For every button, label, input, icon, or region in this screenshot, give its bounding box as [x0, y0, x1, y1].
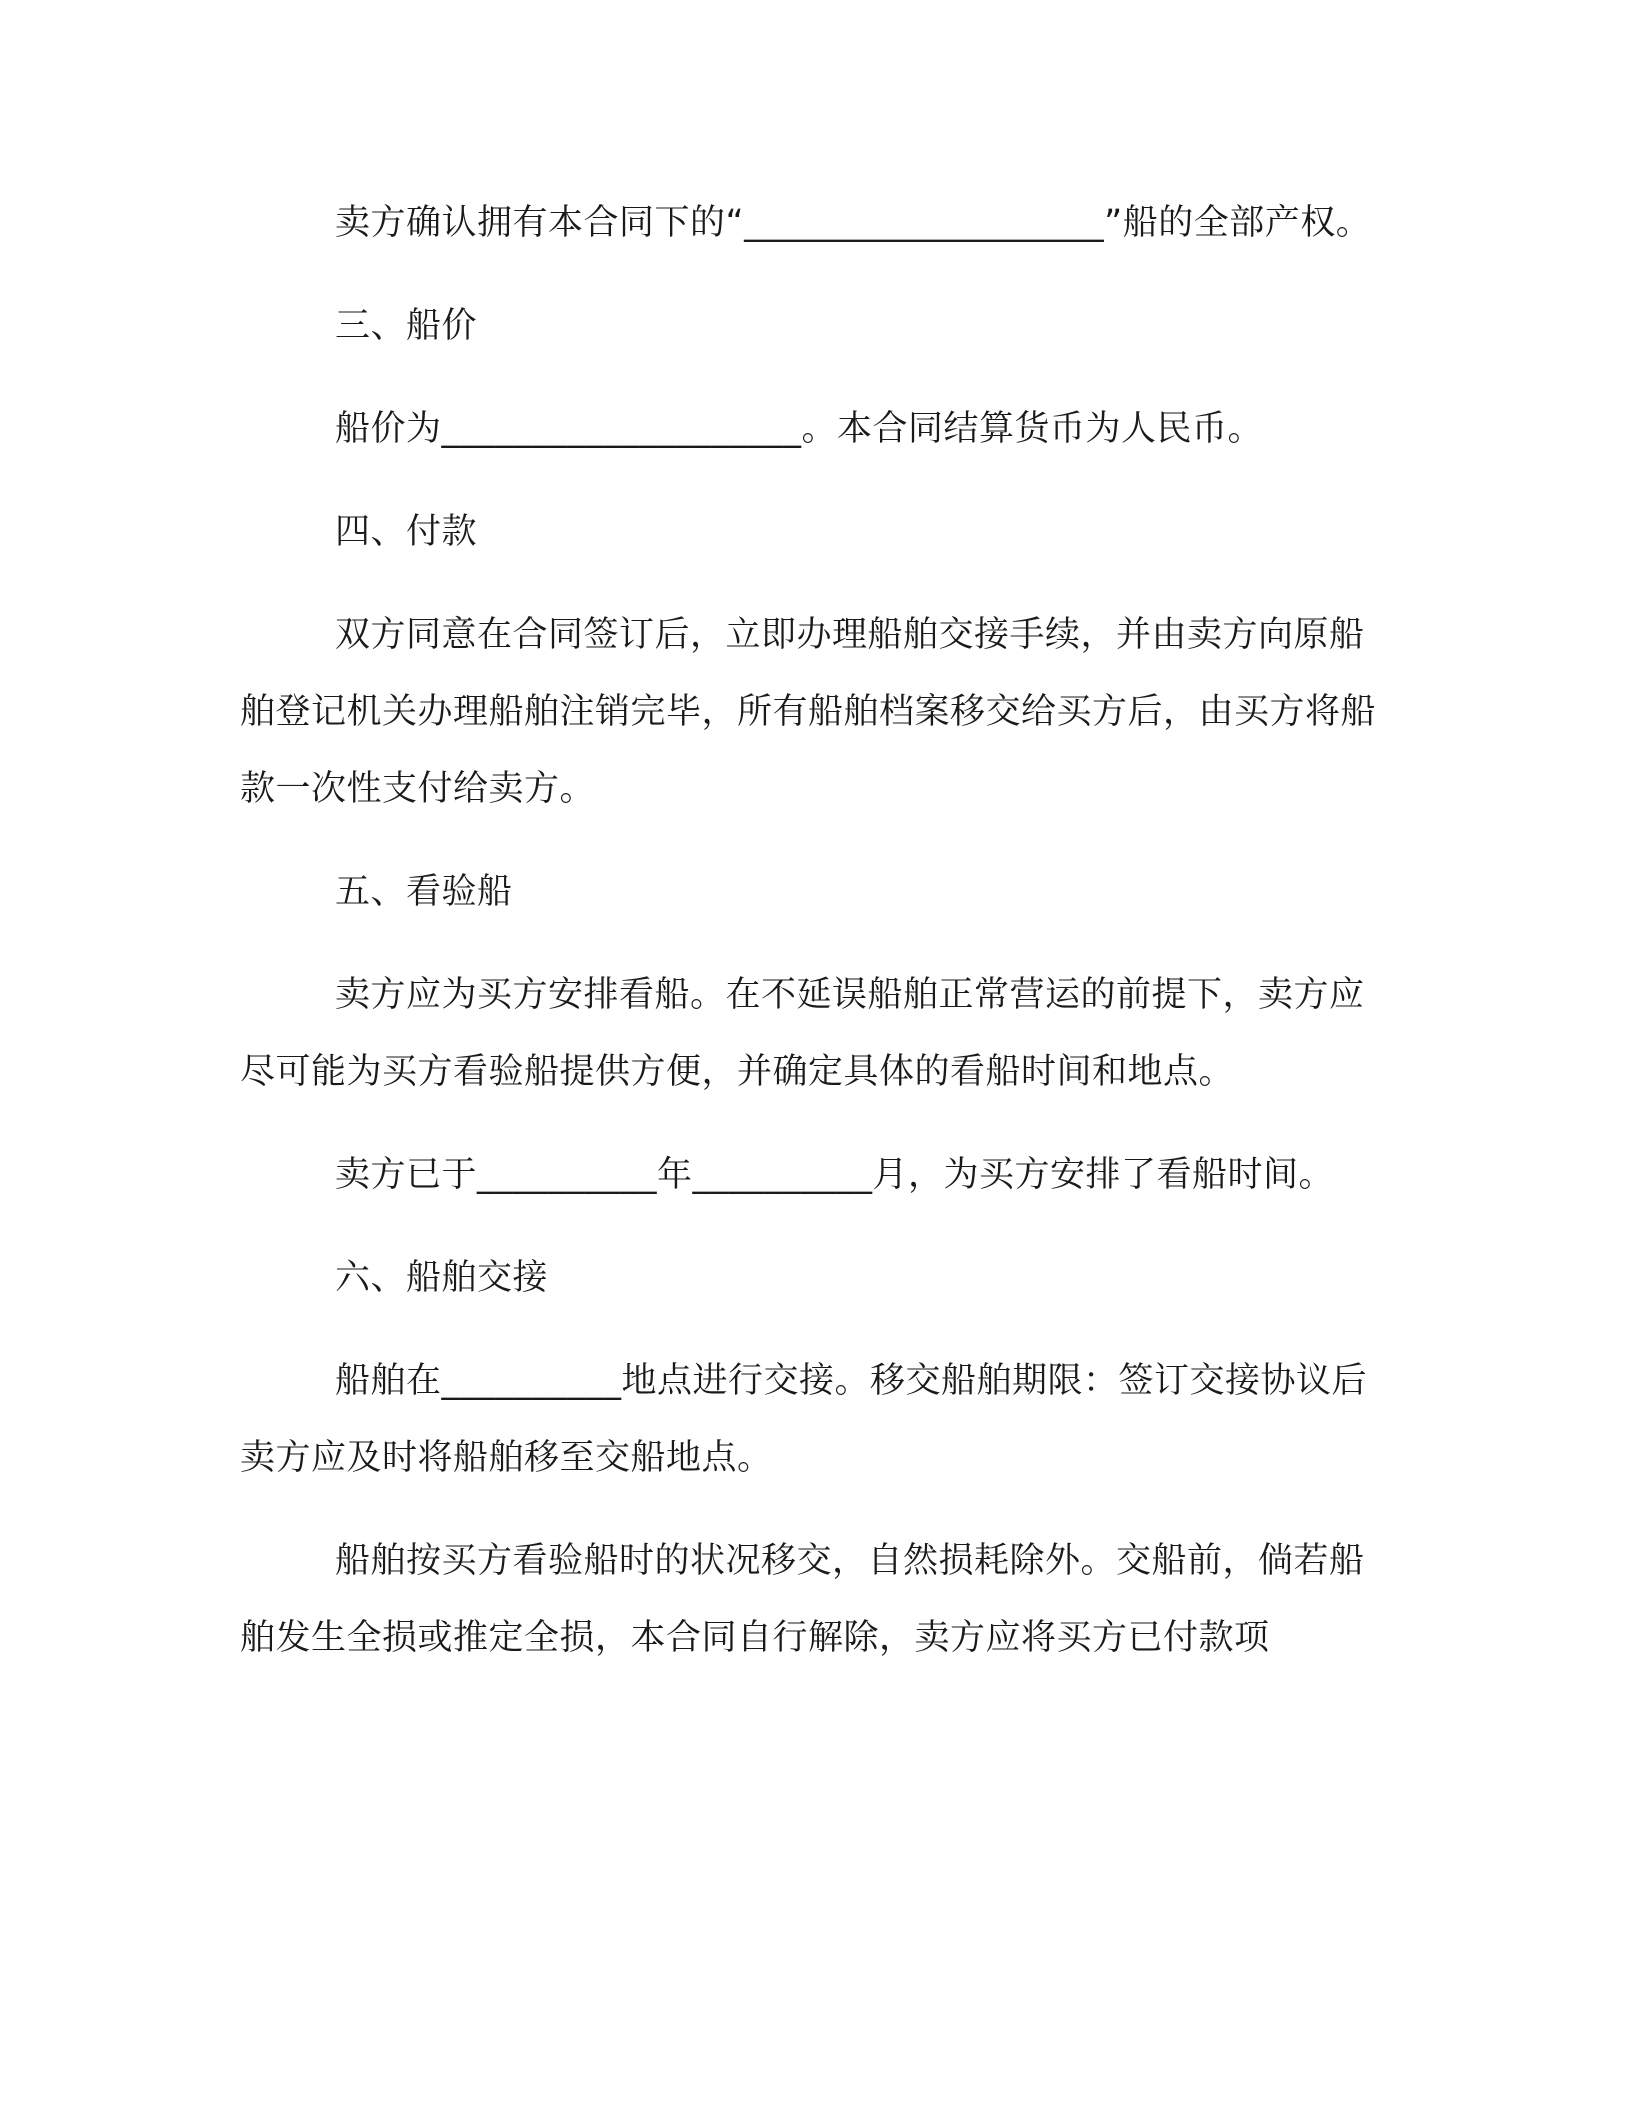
price-paragraph: 船价为____________________。本合同结算货币为人民币。: [335, 409, 1264, 449]
payment-paragraph: 双方同意在合同签订后，立即办理船舶交接手续，并由卖方向原船舶登记机关办理船舶注销完毕，所有船舶档案移交给买方后，由买方将船款一次性支付给卖方。: [240, 615, 1377, 809]
inspection-date-paragraph: 卖方已于__________年__________月，为买方安排了看船时间。: [335, 1155, 1335, 1195]
document-page: [240, 185, 1390, 1703]
section-heading-payment: 四、付款: [335, 512, 478, 552]
section-heading-handover: 六、船舶交接: [335, 1258, 549, 1298]
inspection-paragraph: 卖方应为买方安排看船。在不延误船舶正常营运的前提下，卖方应尽可能为买方看验船提供方便，并确定具体的看船时间和地点。: [240, 975, 1365, 1092]
ownership-paragraph: 卖方确认拥有本合同下的“____________________”船的全部产权。: [335, 203, 1372, 243]
handover-location-paragraph: 船舶在__________地点进行交接。移交船舶期限：签订交接协议后卖方应及时将船舶移至交船地点。: [240, 1361, 1368, 1478]
section-heading-price: 三、船价: [335, 306, 478, 346]
section-heading-inspection: 五、看验船: [335, 872, 513, 912]
handover-condition-paragraph: 船舶按买方看验船时的状况移交，自然损耗除外。交船前，倘若船舶发生全损或推定全损，本合同自行解除，卖方应将买方已付款项: [240, 1541, 1365, 1658]
